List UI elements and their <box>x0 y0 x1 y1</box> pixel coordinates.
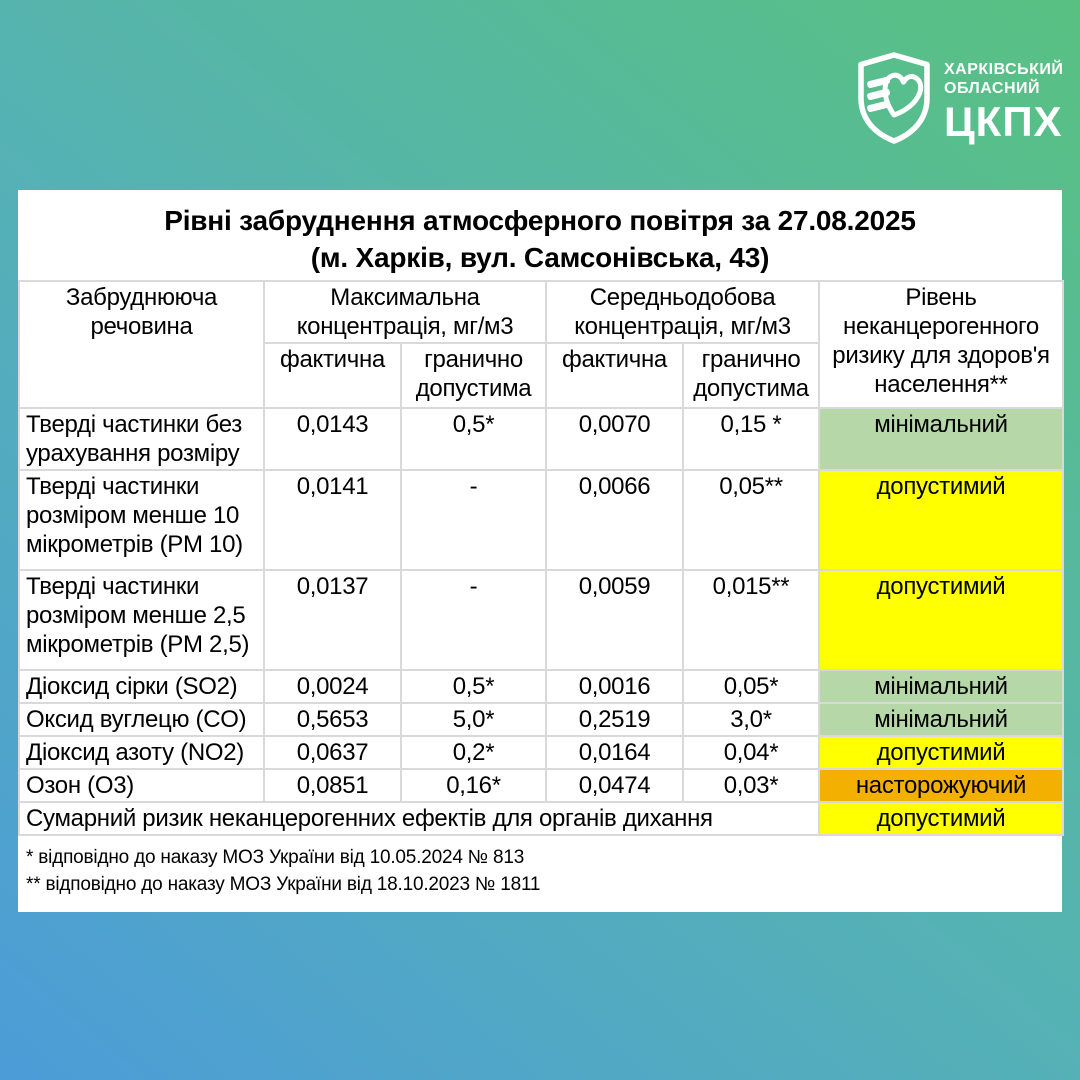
avg-limit-cell: 0,15 * <box>683 408 819 470</box>
max-actual-cell: 0,0143 <box>264 408 401 470</box>
subheader-avg-actual: фактична <box>546 343 683 408</box>
risk-level-cell: допустимий <box>819 470 1063 570</box>
substance-cell: Озон (O3) <box>19 769 264 802</box>
summary-risk-cell: допустимий <box>819 802 1063 835</box>
subheader-max-limit: гранично допустима <box>401 343 546 408</box>
avg-limit-cell: 0,05* <box>683 670 819 703</box>
shield-heart-icon <box>856 52 932 144</box>
risk-level-cell: допустимий <box>819 570 1063 670</box>
air-pollution-table <box>18 280 1064 836</box>
header-avg-concentration: Середньодобова концентрація, мг/м3 <box>546 281 819 343</box>
table-row-co <box>19 703 1063 736</box>
header-risk-level: Рівень неканцерогенного ризику для здоров'я населення** <box>819 281 1063 408</box>
max-actual-cell: 0,0637 <box>264 736 401 769</box>
table-title <box>18 190 1062 280</box>
table-row-summary <box>19 802 1063 835</box>
substance-cell: Тверді частинки без урахування розміру <box>19 408 264 470</box>
logo-org-line2: ОБЛАСНИЙ <box>944 80 1041 97</box>
avg-actual-cell: 0,0059 <box>546 570 683 670</box>
footnotes <box>18 836 1062 912</box>
table-row-particles-total <box>19 408 1063 470</box>
substance-cell: Тверді частинки розміром менше 10 мікрометрів (PM 10) <box>19 470 264 570</box>
max-actual-cell: 0,0137 <box>264 570 401 670</box>
max-limit-cell: 0,2* <box>401 736 546 769</box>
avg-actual-cell: 0,0474 <box>546 769 683 802</box>
max-limit-cell: 0,5* <box>401 408 546 470</box>
table-row-pm25 <box>19 570 1063 670</box>
table-row-o3 <box>19 769 1063 802</box>
table-row-pm10 <box>19 470 1063 570</box>
avg-actual-cell: 0,0164 <box>546 736 683 769</box>
max-actual-cell: 0,0851 <box>264 769 401 802</box>
max-limit-cell: 0,16* <box>401 769 546 802</box>
max-actual-cell: 0,0141 <box>264 470 401 570</box>
avg-actual-cell: 0,0066 <box>546 470 683 570</box>
avg-limit-cell: 0,015** <box>683 570 819 670</box>
avg-limit-cell: 0,05** <box>683 470 819 570</box>
max-limit-cell: 0,5* <box>401 670 546 703</box>
max-limit-cell: - <box>401 470 546 570</box>
substance-cell: Оксид вуглецю (CO) <box>19 703 264 736</box>
table-title-line2: (м. Харків, вул. Самсонівська, 43) <box>310 242 770 273</box>
avg-actual-cell: 0,0070 <box>546 408 683 470</box>
organization-logo <box>856 52 1063 144</box>
table-row-no2 <box>19 736 1063 769</box>
risk-level-cell: мінімальний <box>819 408 1063 470</box>
risk-level-cell: мінімальний <box>819 703 1063 736</box>
avg-limit-cell: 0,03* <box>683 769 819 802</box>
avg-actual-cell: 0,0016 <box>546 670 683 703</box>
table-title-line1: Рівні забруднення атмосферного повітря за 27.08.2025 <box>164 205 916 236</box>
footnote-1: * відповідно до наказу МОЗ України від 10.05.2024 № 813 <box>26 847 525 868</box>
max-actual-cell: 0,5653 <box>264 703 401 736</box>
summary-label-cell: Сумарний ризик неканцерогенних ефектів для органів дихання <box>19 802 819 835</box>
subheader-avg-limit: гранично допустима <box>683 343 819 408</box>
report-card <box>18 190 1062 912</box>
risk-level-cell: насторожуючий <box>819 769 1063 802</box>
header-max-concentration: Максимальна концентрація, мг/м3 <box>264 281 546 343</box>
max-actual-cell: 0,0024 <box>264 670 401 703</box>
substance-cell: Діоксид сірки (SO2) <box>19 670 264 703</box>
max-limit-cell: 5,0* <box>401 703 546 736</box>
max-limit-cell: - <box>401 570 546 670</box>
risk-level-cell: мінімальний <box>819 670 1063 703</box>
header-row-groups <box>19 281 1063 343</box>
logo-org-line1: ХАРКІВСЬКИЙ <box>944 61 1064 78</box>
footnote-2: ** відповідно до наказу МОЗ України від 18.10.2023 № 1811 <box>26 874 541 895</box>
avg-actual-cell: 0,2519 <box>546 703 683 736</box>
risk-level-cell: допустимий <box>819 736 1063 769</box>
avg-limit-cell: 0,04* <box>683 736 819 769</box>
table-row-so2 <box>19 670 1063 703</box>
header-substance: Забруднююча речовина <box>19 281 264 408</box>
avg-limit-cell: 3,0* <box>683 703 819 736</box>
substance-cell: Діоксид азоту (NO2) <box>19 736 264 769</box>
subheader-max-actual: фактична <box>264 343 401 408</box>
logo-abbreviation: ЦКПХ <box>944 98 1063 145</box>
substance-cell: Тверді частинки розміром менше 2,5 мікрометрів (PM 2,5) <box>19 570 264 670</box>
